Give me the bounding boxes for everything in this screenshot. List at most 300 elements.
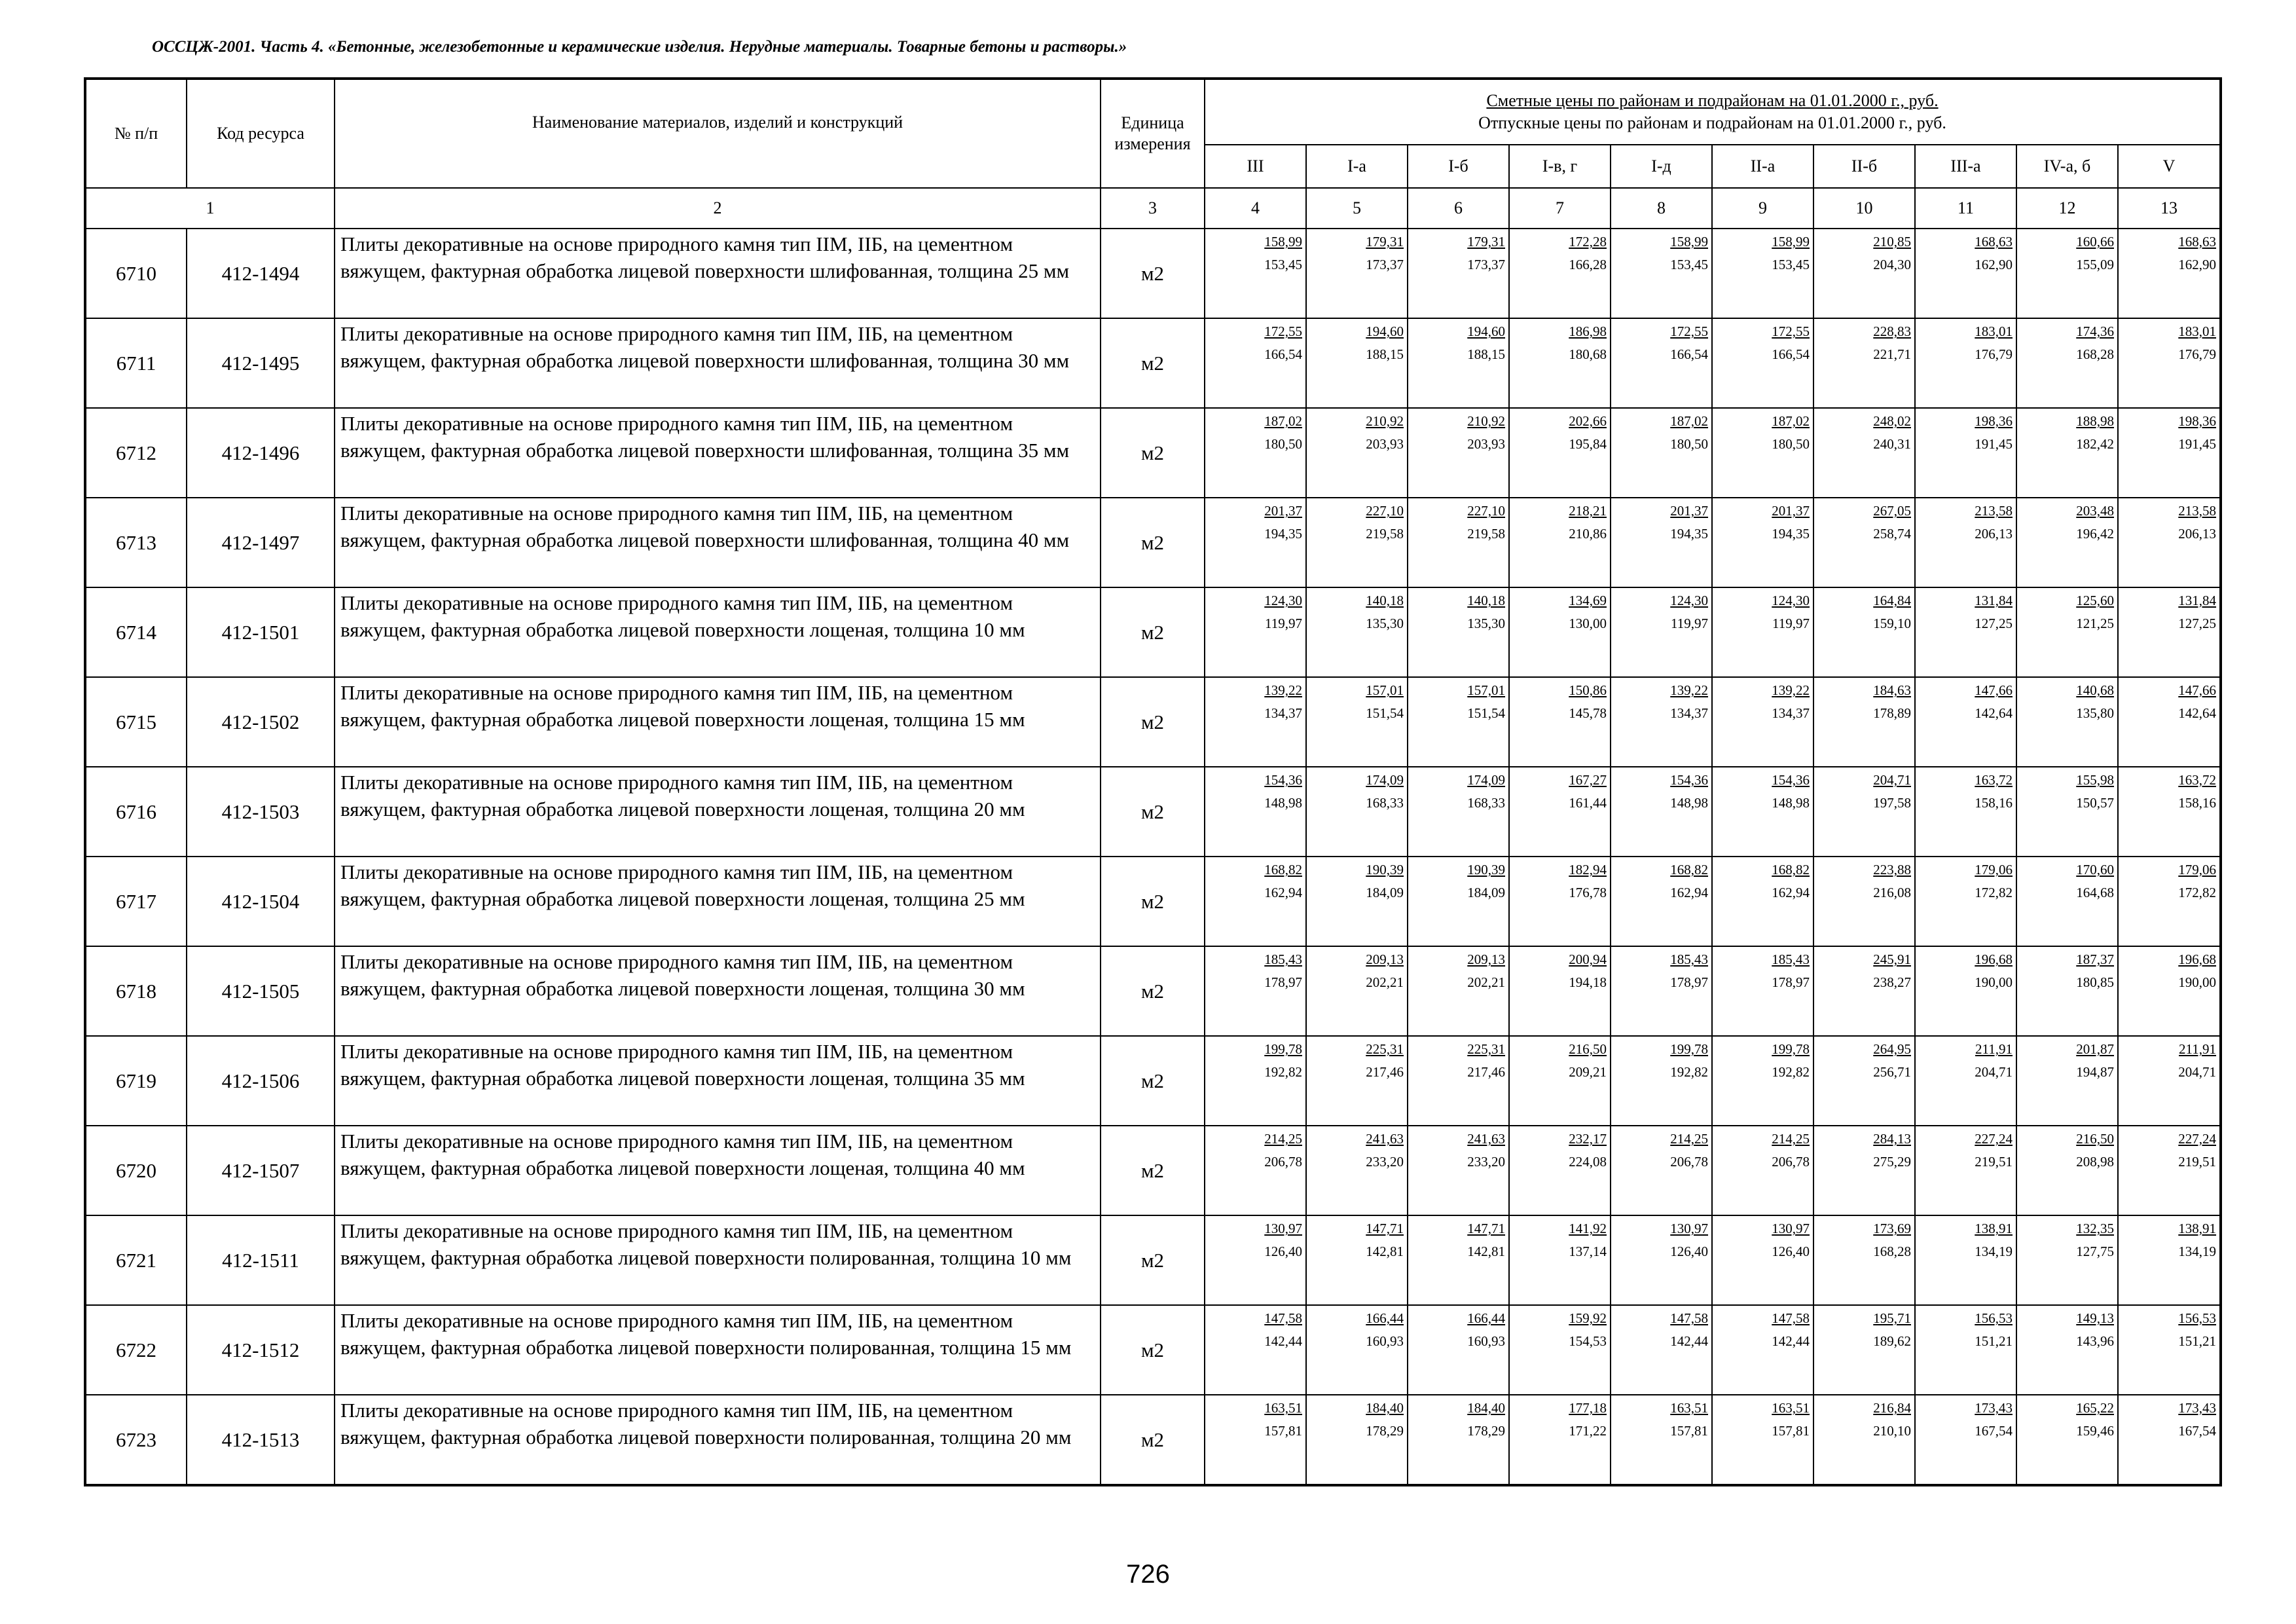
price-cell — [1813, 1036, 1915, 1126]
material-name: Плиты декоративные на основе природного камня тип IIМ, IIБ, на цементном вяжущем, фактурная обработка лицевой поверхности полированная, толщина 20 мм — [335, 1395, 1101, 1485]
wholesale-price: 224,08 — [1569, 1153, 1607, 1170]
wholesale-price: 172,82 — [1975, 884, 2013, 900]
estimate-price: 216,50 — [1569, 1041, 1607, 1057]
wholesale-price: 173,37 — [1366, 256, 1404, 272]
price-table-container — [84, 77, 2219, 1486]
estimate-price: 147,66 — [1975, 682, 2013, 698]
estimate-price: 211,91 — [2179, 1041, 2217, 1057]
wholesale-price: 192,82 — [1670, 1063, 1708, 1080]
estimate-price: 130,97 — [1264, 1221, 1302, 1236]
wholesale-price: 168,33 — [1467, 794, 1505, 811]
wholesale-price: 206,13 — [2178, 525, 2217, 542]
estimate-price: 179,06 — [2178, 862, 2217, 877]
table-row — [85, 587, 2221, 677]
price-cell — [1306, 767, 1408, 857]
table-row — [85, 857, 2221, 946]
wholesale-price: 162,94 — [1670, 884, 1708, 900]
wholesale-price: 178,89 — [1873, 705, 1911, 721]
resource-code: 412-1506 — [187, 1036, 335, 1126]
wholesale-price: 189,62 — [1873, 1333, 1911, 1349]
price-cell — [1611, 1215, 1712, 1305]
price-cell — [1712, 1395, 1813, 1485]
header-region: I-д — [1611, 145, 1712, 188]
price-cell — [2016, 498, 2118, 587]
price-cell — [1712, 587, 1813, 677]
column-number: 5 — [1306, 188, 1408, 229]
estimate-price: 124,30 — [1670, 593, 1708, 608]
price-cell — [1509, 229, 1611, 318]
estimate-price: 202,66 — [1569, 413, 1607, 429]
estimate-price: 187,02 — [1264, 413, 1302, 429]
wholesale-price: 167,54 — [1975, 1422, 2013, 1439]
estimate-price: 139,22 — [1670, 682, 1708, 698]
wholesale-price: 256,71 — [1873, 1063, 1911, 1080]
estimate-price: 140,68 — [2076, 682, 2114, 698]
price-cell — [1611, 498, 1712, 587]
estimate-price: 211,91 — [1975, 1041, 2013, 1057]
price-cell — [1712, 677, 1813, 767]
price-cell — [1611, 946, 1712, 1036]
unit-of-measure: м2 — [1101, 767, 1205, 857]
price-cell — [1509, 498, 1611, 587]
wholesale-price: 171,22 — [1569, 1422, 1607, 1439]
price-cell — [1712, 946, 1813, 1036]
price-cell — [1813, 1395, 1915, 1485]
wholesale-price: 238,27 — [1873, 974, 1911, 990]
wholesale-price: 168,28 — [2076, 346, 2114, 362]
row-number: 6715 — [85, 677, 187, 767]
price-cell — [1813, 587, 1915, 677]
estimate-price: 159,92 — [1569, 1310, 1607, 1326]
estimate-price: 198,36 — [1975, 413, 2013, 429]
estimate-price: 245,91 — [1873, 951, 1911, 967]
price-cell — [1813, 1126, 1915, 1215]
estimate-price: 186,98 — [1569, 323, 1607, 339]
document-header: ОССЦЖ-2001. Часть 4. «Бетонные, железобетонные и керамические изделия. Нерудные материалы. Товарные бетоны и растворы.» — [152, 38, 1127, 56]
wholesale-price: 219,51 — [1975, 1153, 2013, 1170]
price-cell — [1205, 946, 1306, 1036]
estimate-price: 264,95 — [1873, 1041, 1911, 1057]
column-number: 12 — [2016, 188, 2118, 229]
estimate-price: 183,01 — [2178, 323, 2217, 339]
estimate-price: 163,51 — [1670, 1400, 1708, 1416]
estimate-price: 183,01 — [1975, 323, 2013, 339]
wholesale-price: 180,50 — [1670, 435, 1708, 452]
price-cell — [1712, 408, 1813, 498]
estimate-price: 190,39 — [1366, 862, 1404, 877]
price-cell — [1205, 767, 1306, 857]
price-cell — [2016, 677, 2118, 767]
price-cell — [1306, 1036, 1408, 1126]
price-cell — [2016, 408, 2118, 498]
table-row — [85, 318, 2221, 408]
wholesale-price: 188,15 — [1366, 346, 1404, 362]
column-number: 6 — [1408, 188, 1509, 229]
wholesale-price: 216,08 — [1873, 884, 1911, 900]
estimate-price: 167,27 — [1569, 772, 1607, 788]
price-cell — [1408, 677, 1509, 767]
price-cell — [1915, 1395, 2016, 1485]
wholesale-price: 134,37 — [1772, 705, 1810, 721]
wholesale-price: 160,93 — [1467, 1333, 1505, 1349]
wholesale-price: 166,54 — [1772, 346, 1810, 362]
wholesale-price: 151,54 — [1366, 705, 1404, 721]
estimate-price: 185,43 — [1772, 951, 1810, 967]
material-name: Плиты декоративные на основе природного камня тип IIМ, IIБ, на цементном вяжущем, фактурная обработка лицевой поверхности шлифованная, толщина 40 мм — [335, 498, 1101, 587]
table-row — [85, 677, 2221, 767]
unit-of-measure: м2 — [1101, 408, 1205, 498]
price-cell — [1205, 1395, 1306, 1485]
estimate-price: 168,63 — [2178, 234, 2217, 249]
estimate-price: 204,71 — [1873, 772, 1911, 788]
header-name: Наименование материалов, изделий и конструкций — [335, 79, 1101, 188]
page-number: 726 — [1126, 1560, 1170, 1589]
estimate-price: 164,84 — [1873, 593, 1911, 608]
header-prices-wholesale: Отпускные цены по районам и подрайонам на 01.01.2000 г., руб. — [1478, 113, 1946, 132]
price-cell — [1813, 408, 1915, 498]
estimate-price: 201,87 — [2076, 1041, 2114, 1057]
price-cell — [1813, 318, 1915, 408]
price-cell — [1915, 946, 2016, 1036]
header-row-numbers — [85, 188, 2221, 229]
price-cell — [1915, 677, 2016, 767]
price-cell — [1306, 1305, 1408, 1395]
estimate-price: 241,63 — [1467, 1131, 1505, 1147]
price-cell — [1408, 857, 1509, 946]
estimate-price: 218,21 — [1569, 503, 1607, 519]
price-cell — [1408, 946, 1509, 1036]
wholesale-price: 206,78 — [1772, 1153, 1810, 1170]
estimate-price: 147,71 — [1366, 1221, 1404, 1236]
estimate-price: 284,13 — [1873, 1131, 1911, 1147]
estimate-price: 156,53 — [1975, 1310, 2013, 1326]
estimate-price: 199,78 — [1264, 1041, 1302, 1057]
estimate-price: 168,63 — [1975, 234, 2013, 249]
estimate-price: 177,18 — [1569, 1400, 1607, 1416]
wholesale-price: 210,10 — [1873, 1422, 1911, 1439]
price-cell — [1611, 1036, 1712, 1126]
estimate-price: 166,44 — [1467, 1310, 1505, 1326]
price-cell — [2118, 1215, 2221, 1305]
price-cell — [1915, 229, 2016, 318]
header-unit-line1: Единица — [1121, 113, 1184, 132]
price-cell — [1915, 857, 2016, 946]
estimate-price: 163,51 — [1264, 1400, 1302, 1416]
wholesale-price: 221,71 — [1873, 346, 1911, 362]
estimate-price: 158,99 — [1670, 234, 1708, 249]
material-name: Плиты декоративные на основе природного камня тип IIМ, IIБ, на цементном вяжущем, фактурная обработка лицевой поверхности лощеная, толщина 30 мм — [335, 946, 1101, 1036]
table-body — [85, 229, 2221, 1485]
wholesale-price: 204,71 — [1975, 1063, 2013, 1080]
wholesale-price: 119,97 — [1265, 615, 1302, 631]
price-cell — [1306, 1215, 1408, 1305]
wholesale-price: 197,58 — [1873, 794, 1911, 811]
wholesale-price: 148,98 — [1772, 794, 1810, 811]
price-cell — [2118, 857, 2221, 946]
column-number: 13 — [2118, 188, 2221, 229]
price-cell — [1611, 229, 1712, 318]
unit-of-measure: м2 — [1101, 318, 1205, 408]
price-cell — [2016, 1395, 2118, 1485]
estimate-price: 209,13 — [1366, 951, 1404, 967]
wholesale-price: 217,46 — [1366, 1063, 1404, 1080]
estimate-price: 130,97 — [1670, 1221, 1708, 1236]
header-unit-line2: измерения — [1114, 134, 1191, 153]
estimate-price: 147,58 — [1264, 1310, 1302, 1326]
wholesale-price: 134,19 — [2178, 1243, 2217, 1259]
price-cell — [1306, 857, 1408, 946]
resource-code: 412-1496 — [187, 408, 335, 498]
price-cell — [2118, 318, 2221, 408]
price-cell — [1408, 1305, 1509, 1395]
wholesale-price: 161,44 — [1569, 794, 1607, 811]
estimate-price: 166,44 — [1366, 1310, 1404, 1326]
estimate-price: 185,43 — [1670, 951, 1708, 967]
price-cell — [2118, 408, 2221, 498]
wholesale-price: 166,54 — [1670, 346, 1708, 362]
header-region: III-а — [1915, 145, 2016, 188]
wholesale-price: 142,64 — [1975, 705, 2013, 721]
price-cell — [1915, 587, 2016, 677]
wholesale-price: 166,28 — [1569, 256, 1607, 272]
price-cell — [1306, 1126, 1408, 1215]
price-cell — [2016, 318, 2118, 408]
unit-of-measure: м2 — [1101, 857, 1205, 946]
wholesale-price: 204,30 — [1873, 256, 1911, 272]
estimate-price: 160,66 — [2076, 234, 2114, 249]
estimate-price: 223,88 — [1873, 862, 1911, 877]
estimate-price: 184,40 — [1366, 1400, 1404, 1416]
estimate-price: 194,60 — [1366, 323, 1404, 339]
price-cell — [1205, 587, 1306, 677]
price-cell — [1813, 229, 1915, 318]
wholesale-price: 180,50 — [1264, 435, 1302, 452]
price-cell — [2016, 1036, 2118, 1126]
estimate-price: 138,91 — [1975, 1221, 2013, 1236]
wholesale-price: 159,10 — [1873, 615, 1911, 631]
estimate-price: 216,50 — [2076, 1131, 2114, 1147]
wholesale-price: 194,35 — [1670, 525, 1708, 542]
row-number: 6719 — [85, 1036, 187, 1126]
header-region: II-а — [1712, 145, 1813, 188]
wholesale-price: 135,80 — [2076, 705, 2114, 721]
header-region: I-в, г — [1509, 145, 1611, 188]
estimate-price: 194,60 — [1467, 323, 1505, 339]
wholesale-price: 142,81 — [1467, 1243, 1505, 1259]
estimate-price: 210,92 — [1467, 413, 1505, 429]
estimate-price: 227,10 — [1467, 503, 1505, 519]
estimate-price: 157,01 — [1467, 682, 1505, 698]
price-cell — [2016, 1215, 2118, 1305]
wholesale-price: 176,79 — [1975, 346, 2013, 362]
estimate-price: 150,86 — [1569, 682, 1607, 698]
wholesale-price: 153,45 — [1772, 256, 1810, 272]
wholesale-price: 182,42 — [2076, 435, 2114, 452]
price-cell — [2016, 229, 2118, 318]
estimate-price: 134,69 — [1569, 593, 1607, 608]
table-row — [85, 767, 2221, 857]
wholesale-price: 164,68 — [2076, 884, 2114, 900]
column-number: 4 — [1205, 188, 1306, 229]
estimate-price: 227,10 — [1366, 503, 1404, 519]
wholesale-price: 176,78 — [1569, 884, 1607, 900]
wholesale-price: 206,78 — [1264, 1153, 1302, 1170]
wholesale-price: 167,54 — [2178, 1422, 2217, 1439]
price-cell — [1205, 1126, 1306, 1215]
wholesale-price: 157,81 — [1264, 1422, 1302, 1439]
row-number: 6714 — [85, 587, 187, 677]
estimate-price: 149,13 — [2076, 1310, 2114, 1326]
material-name: Плиты декоративные на основе природного камня тип IIМ, IIБ, на цементном вяжущем, фактурная обработка лицевой поверхности лощеная, толщина 35 мм — [335, 1036, 1101, 1126]
wholesale-price: 134,37 — [1670, 705, 1708, 721]
estimate-price: 203,48 — [2076, 503, 2114, 519]
wholesale-price: 157,81 — [1772, 1422, 1810, 1439]
price-cell — [1205, 318, 1306, 408]
estimate-price: 168,82 — [1772, 862, 1810, 877]
table-row — [85, 946, 2221, 1036]
table-row — [85, 1395, 2221, 1485]
estimate-price: 214,25 — [1670, 1131, 1708, 1147]
wholesale-price: 204,71 — [2178, 1063, 2217, 1080]
estimate-price: 163,72 — [1975, 772, 2013, 788]
wholesale-price: 162,94 — [1772, 884, 1810, 900]
wholesale-price: 209,21 — [1569, 1063, 1607, 1080]
estimate-price: 210,92 — [1366, 413, 1404, 429]
wholesale-price: 219,58 — [1366, 525, 1404, 542]
estimate-price: 187,37 — [2076, 951, 2114, 967]
column-number: 2 — [335, 188, 1101, 229]
estimate-price: 154,36 — [1670, 772, 1708, 788]
price-cell — [1408, 1395, 1509, 1485]
material-name: Плиты декоративные на основе природного камня тип IIМ, IIБ, на цементном вяжущем, фактурная обработка лицевой поверхности лощеная, толщина 15 мм — [335, 677, 1101, 767]
header-region: II-б — [1813, 145, 1915, 188]
price-cell — [1611, 318, 1712, 408]
material-name: Плиты декоративные на основе природного камня тип IIМ, IIБ, на цементном вяжущем, фактурная обработка лицевой поверхности шлифованная, толщина 30 мм — [335, 318, 1101, 408]
wholesale-price: 178,97 — [1772, 974, 1810, 990]
row-number: 6721 — [85, 1215, 187, 1305]
wholesale-price: 148,98 — [1670, 794, 1708, 811]
price-cell — [1712, 857, 1813, 946]
estimate-price: 138,91 — [2178, 1221, 2217, 1236]
wholesale-price: 151,21 — [1975, 1333, 2013, 1349]
material-name: Плиты декоративные на основе природного камня тип IIМ, IIБ, на цементном вяжущем, фактурная обработка лицевой поверхности лощеная, толщина 25 мм — [335, 857, 1101, 946]
price-table — [84, 77, 2222, 1486]
estimate-price: 267,05 — [1873, 503, 1911, 519]
price-cell — [1509, 946, 1611, 1036]
wholesale-price: 127,25 — [1975, 615, 2013, 631]
row-number: 6710 — [85, 229, 187, 318]
wholesale-price: 194,18 — [1569, 974, 1607, 990]
price-cell — [1611, 1305, 1712, 1395]
resource-code: 412-1505 — [187, 946, 335, 1036]
wholesale-price: 210,86 — [1569, 525, 1607, 542]
material-name: Плиты декоративные на основе природного камня тип IIМ, IIБ, на цементном вяжущем, фактурная обработка лицевой поверхности полированная, толщина 15 мм — [335, 1305, 1101, 1395]
estimate-price: 163,51 — [1772, 1400, 1810, 1416]
estimate-price: 168,82 — [1264, 862, 1302, 877]
price-cell — [1813, 498, 1915, 587]
price-cell — [1205, 1215, 1306, 1305]
estimate-price: 131,84 — [1975, 593, 2013, 608]
price-cell — [2118, 587, 2221, 677]
material-name: Плиты декоративные на основе природного камня тип IIМ, IIБ, на цементном вяжущем, фактурная обработка лицевой поверхности полированная, толщина 10 мм — [335, 1215, 1101, 1305]
wholesale-price: 180,50 — [1772, 435, 1810, 452]
price-cell — [2016, 857, 2118, 946]
wholesale-price: 173,37 — [1467, 256, 1505, 272]
price-cell — [1205, 677, 1306, 767]
wholesale-price: 178,97 — [1670, 974, 1708, 990]
estimate-price: 158,99 — [1772, 234, 1810, 249]
price-cell — [1611, 677, 1712, 767]
unit-of-measure: м2 — [1101, 1395, 1205, 1485]
wholesale-price: 126,40 — [1670, 1243, 1708, 1259]
table-row — [85, 408, 2221, 498]
row-number: 6720 — [85, 1126, 187, 1215]
wholesale-price: 154,53 — [1569, 1333, 1607, 1349]
estimate-price: 184,40 — [1467, 1400, 1505, 1416]
price-cell — [1611, 1395, 1712, 1485]
unit-of-measure: м2 — [1101, 677, 1205, 767]
wholesale-price: 157,81 — [1670, 1422, 1708, 1439]
table-row — [85, 1305, 2221, 1395]
unit-of-measure: м2 — [1101, 1215, 1205, 1305]
wholesale-price: 160,93 — [1366, 1333, 1404, 1349]
wholesale-price: 206,78 — [1670, 1153, 1708, 1170]
estimate-price: 225,31 — [1467, 1041, 1505, 1057]
estimate-price: 201,37 — [1264, 503, 1302, 519]
wholesale-price: 166,54 — [1264, 346, 1302, 362]
estimate-price: 185,43 — [1264, 951, 1302, 967]
estimate-price: 147,66 — [2178, 682, 2217, 698]
price-cell — [1509, 857, 1611, 946]
row-number: 6717 — [85, 857, 187, 946]
wholesale-price: 153,45 — [1670, 256, 1708, 272]
wholesale-price: 142,81 — [1366, 1243, 1404, 1259]
material-name: Плиты декоративные на основе природного камня тип IIМ, IIБ, на цементном вяжущем, фактурная обработка лицевой поверхности лощеная, толщина 20 мм — [335, 767, 1101, 857]
unit-of-measure: м2 — [1101, 1126, 1205, 1215]
column-number: 8 — [1611, 188, 1712, 229]
header-prices-estimate: Сметные цены по районам и подрайонам на 01.01.2000 г., руб. — [1486, 91, 1939, 111]
material-name: Плиты декоративные на основе природного камня тип IIМ, IIБ, на цементном вяжущем, фактурная обработка лицевой поверхности лощеная, толщина 40 мм — [335, 1126, 1101, 1215]
header-prices — [1205, 79, 2221, 145]
price-cell — [1205, 1305, 1306, 1395]
estimate-price: 182,94 — [1569, 862, 1607, 877]
price-cell — [1509, 318, 1611, 408]
estimate-price: 168,82 — [1670, 862, 1708, 877]
estimate-price: 196,68 — [1975, 951, 2013, 967]
price-cell — [2118, 946, 2221, 1036]
price-cell — [1611, 1126, 1712, 1215]
resource-code: 412-1507 — [187, 1126, 335, 1215]
estimate-price: 201,37 — [1772, 503, 1810, 519]
estimate-price: 196,68 — [2178, 951, 2217, 967]
row-number: 6713 — [85, 498, 187, 587]
unit-of-measure: м2 — [1101, 229, 1205, 318]
price-cell — [2016, 1126, 2118, 1215]
price-cell — [1408, 1036, 1509, 1126]
wholesale-price: 142,44 — [1264, 1333, 1302, 1349]
estimate-price: 125,60 — [2076, 593, 2114, 608]
price-cell — [1611, 408, 1712, 498]
wholesale-price: 162,90 — [2178, 256, 2217, 272]
material-name: Плиты декоративные на основе природного камня тип IIМ, IIБ, на цементном вяжущем, фактурная обработка лицевой поверхности шлифованная, толщина 25 мм — [335, 229, 1101, 318]
price-cell — [1408, 1215, 1509, 1305]
column-number: 10 — [1813, 188, 1915, 229]
price-cell — [1611, 857, 1712, 946]
estimate-price: 210,85 — [1873, 234, 1911, 249]
price-cell — [1915, 1036, 2016, 1126]
table-row — [85, 1126, 2221, 1215]
estimate-price: 213,58 — [2178, 503, 2217, 519]
